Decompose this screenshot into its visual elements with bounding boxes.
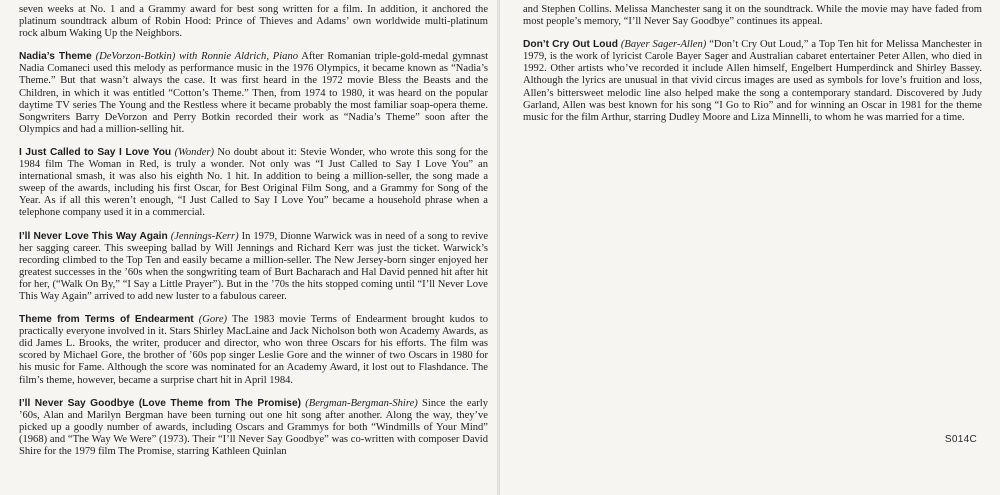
entry-credit: (Gore) [198, 314, 228, 326]
entry-credit: (DeVorzon-Botkin) with Ronnie Aldrich, Piano [95, 51, 299, 63]
entry-title: I’ll Never Love This Way Again [19, 230, 168, 242]
entry-body: After Romanian triple-gold-medal gymnast Nadia Comaneci used this melody as performance music in the 1976 Olympics, it became known as “Nadia’s Theme.” But that wasn’t always the case. It was first heard in the 1972 movie Bless the Beasts and the Children, in which it was entitled “Cotton’s Theme.” Then, from 1974 to 1980, it was heard on the popular daytime TV series The Young and the Restless where it became probably the most familiar soap-opera theme. Songwriters Barry DeVorzon and Perry Botkin recorded their work as “Nadia’s Theme” soon after the Olympics and had a million-selling hit. [19, 51, 489, 135]
entry-credit: (Bergman-Bergman-Shire) [305, 397, 418, 409]
entry-body: In 1979, Dionne Warwick was in need of a song to revive her sagging career. This sweeping ballad by Will Jennings and Richard Kerr was just the ticket. Warwick’s recording climbed to the Top Ten and easily became a million-seller. The New Jersey-born singer enjoyed her greatest successes in the ’60s when the songwriting team of Burt Bacharach and Hal David penned hit after hit for her, (“Walk On By,” “I Say a Little Prayer”). But in the ’70s the hits stopped coming until “I’ll Never Love This Way Again” arrived to add new luster to a fabulous career. [19, 230, 488, 302]
entry-dont-cry-out-loud [523, 39, 982, 124]
entry-credit: (Wonder) [174, 146, 215, 158]
entry-title: Nadia’s Theme [19, 51, 92, 63]
entry-body: No doubt about it: Stevie Wonder, who wrote this song for the 1984 film The Woman in Red, is truly a wonder. Not only was “I Just Called to Say I Love You” an international smash, it was also his eighth No. 1 hit. In addition to being a million-seller, the song made a sweep of the awards, including his first Oscar, for Best Original Film Song, and a Grammy for Song of the Year. As if all this weren’t enough, “I Just Called to Say I Love You” became a household phrase when a telephone company used it in a commercial. [19, 146, 488, 219]
entry-title: I’ll Never Say Goodbye (Love Theme from The Promise) [19, 397, 302, 409]
entry-title: I Just Called to Say I Love You [19, 146, 172, 158]
entry-body: The 1983 movie Terms of Endearment brought kudos to practically everyone involved in it. Stars Shirley MacLaine and Jack Nicholson both won Academy Awards, as did James L. Brooks, the writer, producer and director, who won three Oscars for his efforts. The film was scored by Michael Gore, the brother of ’60s pop singer Leslie Gore and the winner of two Oscars in 1980 for his music for Fame. Although the score was nominated for an Academy Award, it lost out to Flashdance. The film’s theme, however, became a surprise chart hit in April 1984. [19, 314, 488, 386]
entry-title: Don’t Cry Out Loud [523, 39, 618, 51]
entry-credit: (Bayer Sager-Allen) [620, 39, 707, 51]
right-page [500, 0, 1000, 495]
entry-ill-never-say-goodbye [19, 398, 488, 458]
catalog-code: S014C [944, 434, 977, 445]
entry-credit: (Jennings-Kerr) [170, 230, 239, 242]
entry-body: Since the early ’60s, Alan and Marilyn Bergman have been turning out one hit song after another. Along the way, they’ve picked up a goodly number of awards, including Oscars and Grammys for both “Windmills of Your Mind” (1968) and “The Way We Were” (1973). Their “I’ll Never Say Goodbye” was co-written with composer David Shire for the 1979 film The Promise, starring Kathleen Quinlan [19, 397, 488, 457]
left-page [0, 0, 498, 495]
entry-nadias-theme [19, 51, 488, 136]
entry-title: Theme from Terms of Endearment [19, 314, 194, 326]
entry-ill-never-love [19, 231, 488, 304]
entry-body: “Don’t Cry Out Loud,” a Top Ten hit for Melissa Manchester in 1979, is the work of lyricist Carole Bayer Sager and Australian cabaret entertainer Peter Allen, who died in 1992. Other artists who’ve recorded it include Allen himself, Engelbert Humperdinck and Shirley Bassey. Although the lyrics are unusual in that vivid circus images are used as symbols for love’s fruition and loss, Allen’s bittersweet melodic line also helped make the song a contemporary standard. Discovered by Judy Garland, Allen was best known for his song “I Go to Rio” and for winning an Oscar in 1981 for the theme music for the film Arthur, starring Dudley Moore and Liza Minnelli, to whom he was married for a time. [523, 39, 982, 123]
paragraph-continuation: seven weeks at No. 1 and a Grammy award for best song written for a film. In addition, it anchored the platinum soundtrack album of Robin Hood: Prince of Thieves and Adams’ own worldwide multi-platinum rock album Waking Up the Neighbors. [19, 4, 488, 40]
paragraph-continuation: and Stephen Collins. Melissa Manchester sang it on the soundtrack. While the movie may have faded from most people’s memory, “I’ll Never Say Goodbye” continues its appeal. [523, 4, 982, 28]
entry-i-just-called [19, 147, 488, 220]
entry-terms-of-endearment [19, 314, 488, 387]
